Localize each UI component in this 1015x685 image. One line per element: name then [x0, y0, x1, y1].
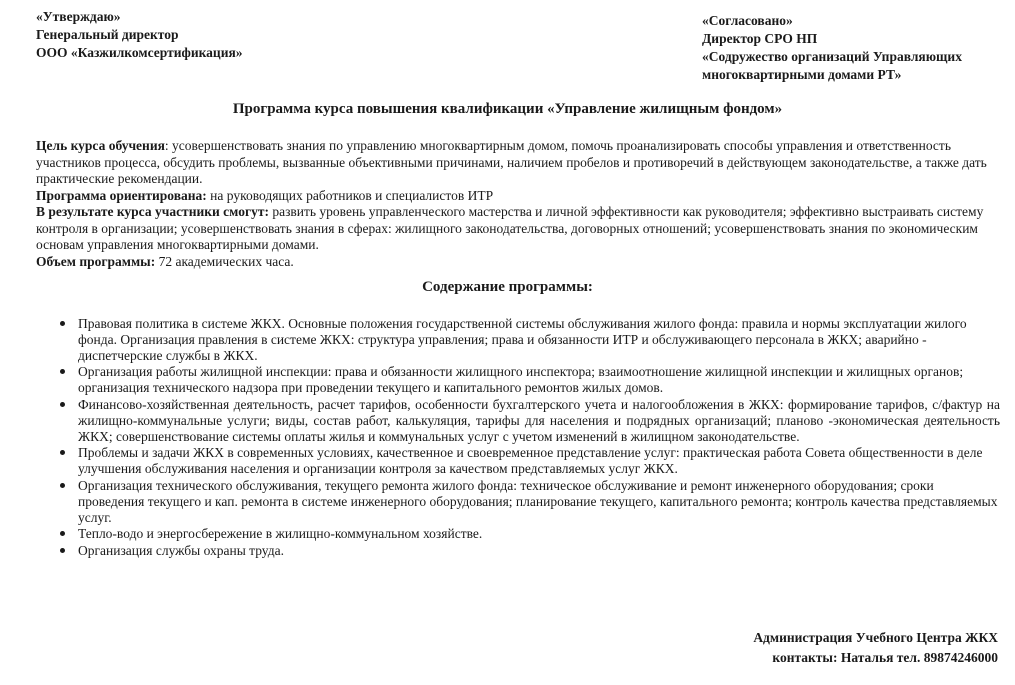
list-item	[78, 526, 1000, 542]
agreer-organization-line1: «Содружество организаций Управляющих	[702, 49, 962, 64]
course-volume-label: Объем программы:	[36, 253, 156, 269]
list-item-text: Организация технического обслуживания, текущего ремонта жилого фонда: техническое обслуживание и ремонт инженерного оборудования; сроки проведения текущего и кап. ремонта в системе инженерного оборудования; планирование текущего, капитального ремонта; контроль качества представляемых услуг.	[78, 477, 998, 525]
course-volume-text: 72 академических часа.	[155, 253, 294, 269]
list-item-text: Правовая политика в системе ЖКХ. Основные положения государственной системы обслуживания жилого фонда: правила и нормы эксплуатации жилого фонда. Организация правления в системе ЖКХ: структура управления; права и обязанности ИТР и обслуживающего персонала в ЖКХ; аварийно - диспетчерские службы в ЖКХ.	[78, 316, 967, 363]
course-goal	[36, 138, 991, 188]
course-results-text: развить уровень управленческого мастерства и личной эффективности как руководителя; эффективно выстраивать систему контроля в организации; усовершенствовать знания в сферах: жилищного законодательства, договорных отношений; усовершенствовать знания по экономическим основам управления многоквартирными домами.	[36, 204, 984, 252]
course-intro	[36, 138, 991, 270]
list-item-text: Финансово-хозяйственная деятельность, расчет тарифов, особенности бухгалтерского учета и налогообложения в ЖКХ: формирование тарифов, с/фактур на жилищно-коммунальные услуги; виды, состав работ, калькуляция, тарифы для населения и подрядных организаций; планово -экономическая деятельность ЖКХ; совершенствование системы оплаты жилья и коммунальных услуг с учетом изменений в жилищном законодательстве.	[78, 396, 1000, 444]
bullet-icon	[60, 548, 65, 553]
bullet-icon	[60, 369, 65, 374]
program-content-heading: Содержание программы:	[422, 279, 593, 295]
list-item	[78, 397, 1000, 444]
bullet-icon	[60, 450, 65, 455]
list-item-text: Проблемы и задачи ЖКХ в современных условиях, качественное и своевременное представление услуг: практическая работа Совета общественности в деле улучшения обслуживания населения и организации контроля за качеством представляемых услуг ЖКХ.	[78, 445, 983, 477]
agreer-position: Директор СРО НП	[702, 31, 818, 46]
course-audience	[36, 188, 991, 205]
training-center-name: Администрация Учебного Центра ЖКХ	[753, 630, 998, 645]
course-audience-text: на руководящих работников и специалистов ИТР	[206, 187, 494, 203]
list-item	[78, 543, 1000, 559]
bullet-icon	[60, 321, 65, 326]
agreement-block	[702, 12, 962, 84]
list-item	[78, 478, 1000, 525]
contact-phone: контакты: Наталья тел. 89874246000	[772, 650, 998, 665]
list-item	[78, 445, 1000, 477]
footer-contacts	[753, 628, 998, 668]
course-results	[36, 204, 991, 254]
program-content-list	[78, 316, 1000, 560]
agreement-label: «Согласовано»	[702, 13, 793, 28]
approval-label: «Утверждаю»	[36, 9, 121, 24]
list-item-text: Организация службы охраны труда.	[78, 543, 284, 559]
list-item	[78, 316, 1000, 363]
approver-organization: ООО «Казжилкомсертификация»	[36, 45, 243, 60]
bullet-icon	[60, 531, 65, 536]
course-audience-label: Программа ориентирована:	[36, 187, 207, 203]
list-item-text: Организация работы жилищной инспекции: права и обязанности жилищного инспектора; взаимоотношение жилищной инспекции и жилищных органов; организация технического надзора при проведении текущего и капитального ремонтов жилых домов.	[78, 364, 964, 396]
list-item	[78, 364, 1000, 396]
agreer-organization-line2: многоквартирными домами РТ»	[702, 67, 902, 82]
approval-block	[36, 8, 243, 62]
course-results-label: В результате курса участники смогут:	[36, 204, 269, 219]
course-goal-text: : усовершенствовать знания по управлению многоквартирным домом, помочь проанализировать способы управления и ответственность участников процесса, обсудить проблемы, вызванные объективными причинами, наличием пробелов и противоречий в действующем законодательстве, а также дать практические рекомендации.	[36, 138, 987, 186]
bullet-icon	[60, 483, 65, 488]
bullet-icon	[60, 402, 65, 407]
list-item-text: Тепло-водо и энергосбережение в жилищно-коммунальном хозяйстве.	[78, 526, 483, 542]
document-title: Программа курса повышения квалификации «Управление жилищным фондом»	[232, 101, 783, 117]
approver-position: Генеральный директор	[36, 27, 179, 42]
course-goal-label: Цель курса обучения	[36, 138, 165, 153]
course-volume	[36, 254, 991, 271]
